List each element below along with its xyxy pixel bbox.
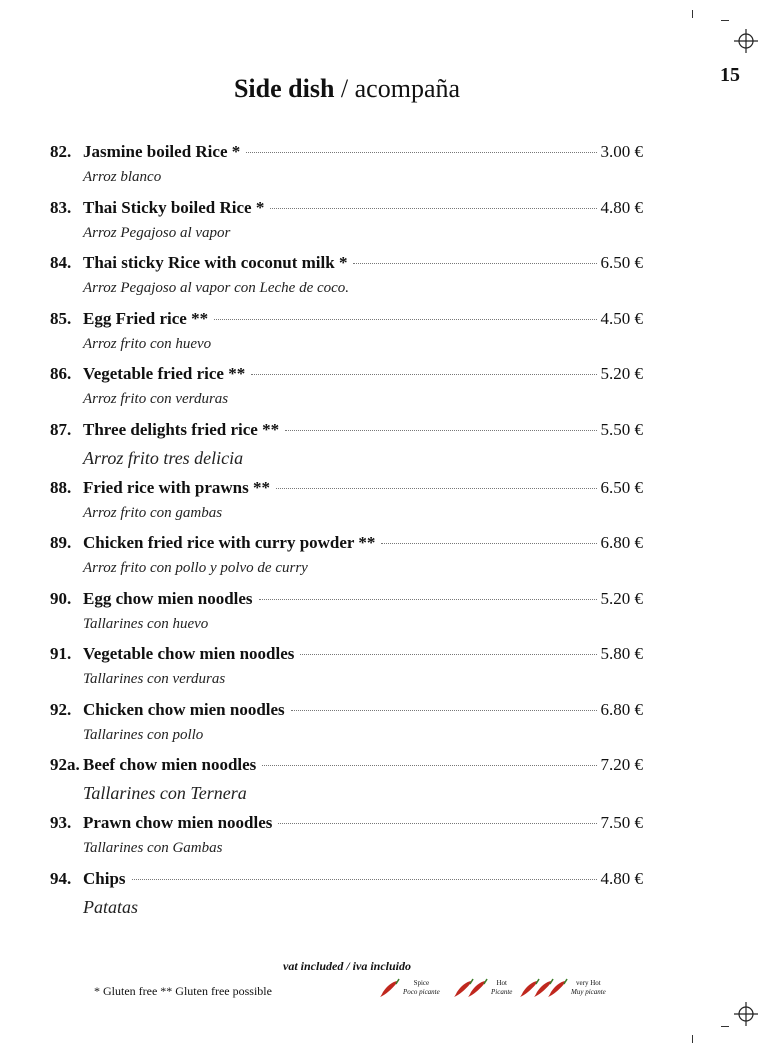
crop-mark-top-right [721,20,729,21]
crop-mark-bottom-right [721,1026,729,1027]
item-description: Patatas [83,896,139,917]
item-description: Arroz Pegajoso al vapor con Leche de coco. [83,280,350,296]
dot-leader [214,319,596,320]
very-hot-label [571,979,606,997]
dot-leader [276,488,597,489]
item-price: 5.20 € [600,364,643,383]
chili-pepper-icon [546,978,568,998]
item-name: Egg Fried rice ** [83,308,209,328]
dot-leader [285,430,596,431]
item-description: Arroz frito con huevo [83,335,212,352]
item-name: Fried rice with prawns ** [83,477,270,497]
item-name: Chicken chow mien noodles [83,699,285,719]
item-number: 86. [50,364,72,383]
spice-legend [378,978,440,998]
dot-leader [246,152,596,153]
item-price: 5.50 € [600,419,643,439]
item-number: 92. [50,699,72,719]
item-name: Three delights fried rice ** [83,419,280,439]
item-description: Tallarines con Gambas [83,840,223,856]
spice-label-es: Poco picante [403,988,440,996]
very-hot-label-es: Muy picante [571,988,606,996]
item-number: 88. [50,477,72,497]
registration-mark-icon [734,1002,758,1026]
menu-item [50,420,643,478]
page-title [0,74,694,104]
menu-item [50,589,643,645]
item-price: 6.50 € [600,253,643,272]
menu-item [50,198,643,254]
chili-pepper-icon [378,978,400,998]
gluten-legend: * Gluten free ** Gluten free possible [94,984,272,998]
spice-label-en: Spice [413,979,430,987]
item-description: Tallarines con verduras [83,671,226,687]
item-name: Prawn chow mien noodles [83,813,273,832]
title-english: Side dish [233,74,335,103]
item-price: 3.00 € [600,142,643,161]
dot-leader [270,208,596,209]
spice-label [403,979,440,997]
item-description: Tallarines con Ternera [83,783,247,803]
menu-list [50,142,643,927]
dot-leader [259,599,597,600]
item-number: 87. [50,419,72,439]
crop-mark-bottom [692,1035,693,1043]
item-name: Egg chow mien noodles [83,588,253,608]
crop-mark-top [692,10,693,18]
item-name: Vegetable fried rice ** [83,364,246,383]
item-number: 90. [50,588,72,608]
item-price: 5.20 € [600,588,643,608]
menu-item [50,700,643,756]
dot-leader [278,823,596,824]
item-name: Thai Sticky boiled Rice * [83,197,265,217]
item-price: 4.50 € [600,308,643,328]
item-description: Arroz frito con verduras [83,391,229,407]
menu-item [50,253,643,309]
dot-leader [381,543,596,544]
menu-item [50,869,643,927]
item-price: 4.80 € [600,868,643,888]
chili-pepper-icon [466,978,488,998]
menu-item [50,478,643,534]
item-number: 94. [50,868,72,888]
dot-leader [251,374,596,375]
item-name: Chips [83,868,126,888]
dot-leader [353,263,596,264]
item-price: 7.20 € [600,755,643,774]
hot-label-en: Hot [496,979,507,987]
item-name: Jasmine boiled Rice * [83,142,241,161]
menu-item [50,813,643,869]
item-number: 82. [50,142,72,161]
item-description: Arroz frito con gambas [83,504,223,521]
very-hot-label-en: very Hot [576,979,601,987]
title-spanish: / acompaña [334,74,461,103]
item-description: Arroz frito con pollo y polvo de curry [83,560,308,576]
very-hot-legend [518,978,606,998]
item-number: 84. [50,253,72,272]
item-number: 93. [50,813,72,832]
hot-legend [452,978,512,998]
page-number: 15 [720,64,740,86]
hot-label-es: Picante [491,988,513,996]
item-number: 92a. [50,755,80,774]
hot-label [491,979,512,997]
item-name: Chicken fried rice with curry powder ** [83,533,376,552]
item-price: 6.80 € [600,699,643,719]
dot-leader [132,879,597,880]
item-description: Arroz blanco [83,169,162,185]
item-description: Tallarines con huevo [83,615,209,632]
item-number: 89. [50,533,72,552]
dot-leader [291,710,597,711]
menu-item [50,644,643,700]
item-price: 7.50 € [600,813,643,832]
item-name: Thai sticky Rice with coconut milk * [83,253,348,272]
item-price: 6.80 € [600,533,643,552]
item-number: 85. [50,308,72,328]
menu-item [50,364,643,420]
item-number: 91. [50,644,72,663]
menu-item [50,533,643,589]
item-description: Arroz frito tres delicia [83,447,244,468]
menu-item [50,309,643,365]
item-description: Arroz Pegajoso al vapor [83,224,231,241]
item-name: Beef chow mien noodles [83,755,257,774]
menu-item [50,755,643,813]
item-price: 5.80 € [600,644,643,663]
item-name: Vegetable chow mien noodles [83,644,295,663]
dot-leader [262,765,596,766]
item-price: 6.50 € [600,477,643,497]
item-price: 4.80 € [600,197,643,217]
menu-item [50,142,643,198]
registration-mark-icon [734,29,758,53]
item-description: Tallarines con pollo [83,726,204,743]
item-number: 83. [50,197,72,217]
vat-note: vat included / iva incluido [283,959,411,973]
dot-leader [300,654,596,655]
